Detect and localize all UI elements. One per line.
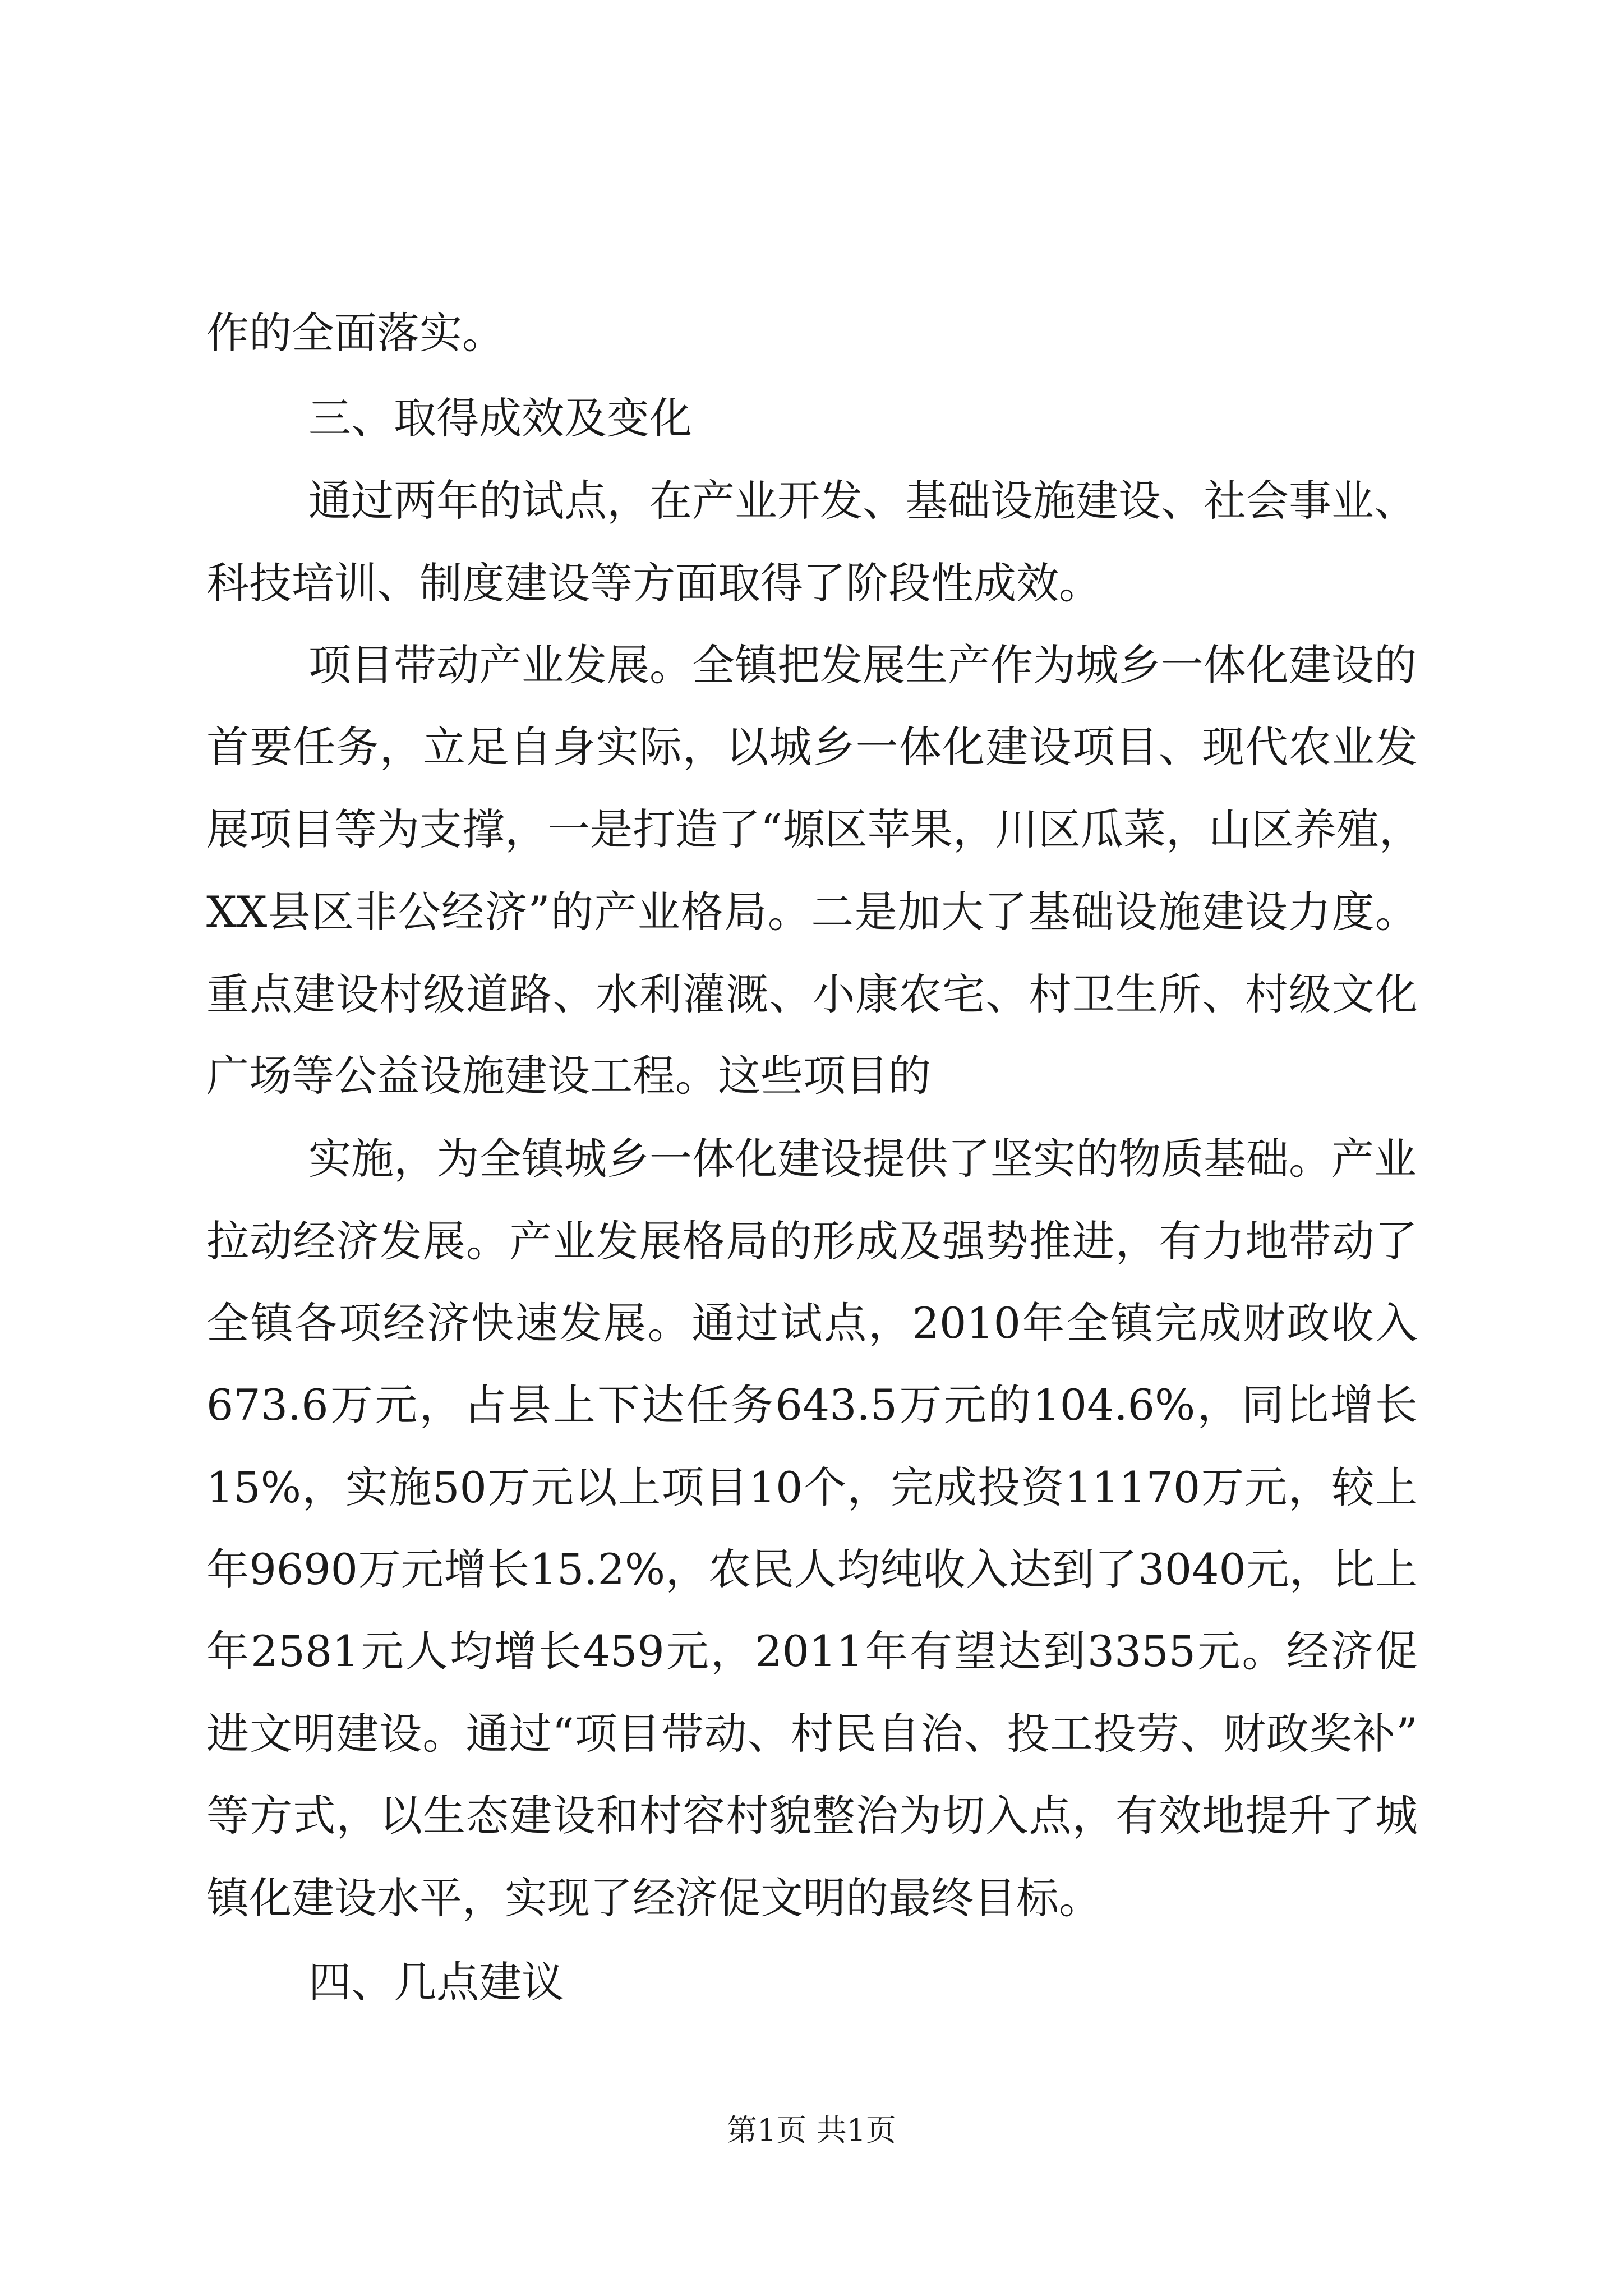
text-line: 等方式，以生态建设和村容村貌整治为切入点，有效地提升了城: [206, 1791, 1418, 1841]
text-line: XX县区非公经济”的产业格局。二是加大了基础设施建设力度。: [206, 887, 1418, 937]
text-line: 进文明建设。通过“项目带动、村民自治、投工投劳、财政奖补”: [206, 1709, 1418, 1759]
text-line: 广场等公益设施建设工程。这些项目的: [206, 1051, 931, 1101]
text-line: 通过两年的试点，在产业开发、基础设施建设、社会事业、: [308, 476, 1417, 526]
text-line: 年2581元人均增长459元，2011年有望达到3355元。经济促: [206, 1626, 1418, 1676]
text-line: 科技培训、制度建设等方面取得了阶段性成效。: [206, 558, 1101, 608]
text-line: 展项目等为支撑，一是打造了“塬区苹果，川区瓜菜，山区养殖，: [206, 804, 1422, 854]
text-line: 实施，为全镇城乡一体化建设提供了坚实的物质基础。产业: [308, 1134, 1417, 1184]
text-line: 重点建设村级道路、水利灌溉、小康农宅、村卫生所、村级文化: [206, 969, 1418, 1019]
text-line: 全镇各项经济快速发展。通过试点，2010年全镇完成财政收入: [206, 1298, 1418, 1348]
text-line: 首要任务，立足自身实际，以城乡一体化建设项目、现代农业发: [206, 722, 1418, 772]
page-footer: 第1页 共1页: [727, 2113, 896, 2148]
text-line: 拉动经济发展。产业发展格局的形成及强势推进，有力地带动了: [206, 1216, 1418, 1266]
section-heading: 四、几点建议: [308, 1957, 564, 2007]
text-line: 年9690万元增长15.2%，农民人均纯收入达到了3040元，比上: [206, 1544, 1418, 1594]
section-heading: 三、取得成效及变化: [308, 393, 692, 443]
text-line: 镇化建设水平，实现了经济促文明的最终目标。: [206, 1873, 1101, 1923]
text-line: 15%，实施50万元以上项目10个，完成投资11170万元，较上: [206, 1462, 1418, 1512]
text-line: 作的全面落实。: [206, 308, 505, 358]
text-line: 673.6万元，占县上下达任务643.5万元的104.6%，同比增长: [206, 1380, 1418, 1430]
text-line: 项目带动产业发展。全镇把发展生产作为城乡一体化建设的: [308, 640, 1417, 690]
